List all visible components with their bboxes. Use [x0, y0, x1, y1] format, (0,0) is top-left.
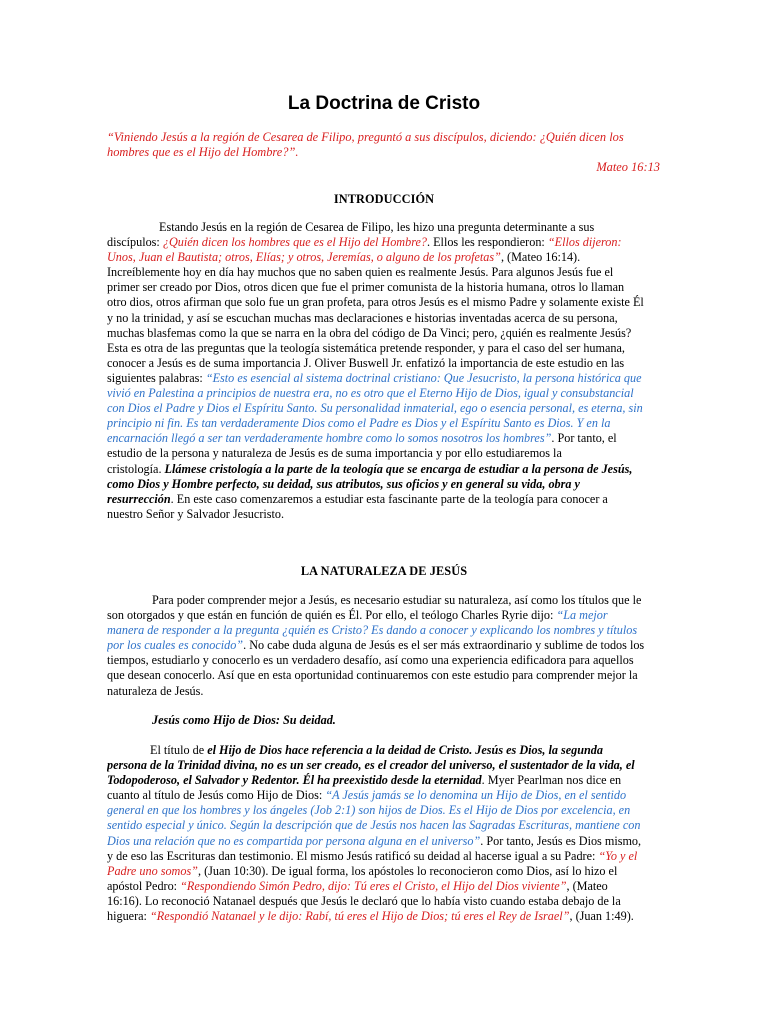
epigraph-quote	[107, 130, 660, 175]
emphasis-text: persona de la Trinidad divina, no es un ser creado, es el creador del universo, el sustentador de la vida, el	[107, 758, 635, 773]
text-run: son otorgados y que están en función de quién es Él. Por ello, el teólogo Charles Ryrie dijo:	[107, 608, 557, 623]
emphasis-text: Llámese cristología a la parte de la teología que se encarga de estudiar a la persona de Jesús,	[164, 461, 633, 476]
text-line	[107, 507, 660, 522]
document-title: La Doctrina de Cristo	[287, 93, 481, 114]
text-run: higuera:	[107, 909, 150, 924]
text-line	[107, 401, 660, 416]
text-run: naturaleza de Jesús.	[107, 683, 204, 698]
scripture-quote: ¿Quién dicen los hombres que es el Hijo del Hombre?	[162, 235, 428, 250]
emphasis-text: resurrección	[107, 491, 171, 506]
author-quote: por los cuales es conocido”	[107, 638, 244, 653]
section-heading-naturaleza: LA NATURALEZA DE JESÚS	[300, 564, 468, 578]
text-line	[107, 668, 660, 683]
hijo-de-dios-body	[107, 743, 660, 924]
text-line	[107, 638, 660, 653]
text-run: otro dios, otros afirman que solo fue un gran profeta, para otros Jesús es el mismo Padre y solamente existe Él	[107, 295, 644, 310]
text-line	[107, 295, 660, 310]
text-run: primer ser creado por Dios, otros dicen que fue el primer comunista de la historia humana, otros lo llaman	[107, 280, 625, 295]
text-line	[107, 758, 660, 773]
text-line	[107, 431, 660, 446]
text-line	[107, 773, 660, 788]
emphasis-text: como Dios y Hombre perfecto, su deidad, sus atributos, sus oficios y en general su vida, obra y	[107, 476, 580, 491]
author-quote: con Dios el Padre y Dios el Espíritu Santo. Su personalidad inmaterial, ego o esencia personal, es eterna, sin	[107, 401, 643, 416]
text-run: . En este caso comenzaremos a estudiar esta fascinante parte de la teología para conocer a	[170, 491, 608, 506]
text-line	[107, 311, 660, 326]
author-quote: general en que los hombres y los ángeles (Job 2:1) son hijos de Dios. Es el Hijo de Dios por excelencia, en	[107, 803, 631, 818]
author-quote: encarnación llegó a ser tan verdaderamente hombre como lo somos nosotros los hombres”	[107, 431, 552, 446]
author-quote: Dios una relación que no es compartida por persona alguna en el universo”	[107, 833, 481, 848]
text-run: que desean conocerlo. Así que en esta oportunidad continuaremos con este estudio para comprender mejor la	[107, 668, 638, 683]
text-line	[107, 386, 660, 401]
text-run: Para poder comprender mejor a Jesús, es necesario estudiar su naturaleza, así como los títulos que le	[152, 593, 642, 607]
epigraph-line: “Viniendo Jesús a la región de Cesarea de Filipo, preguntó a sus discípulos, diciendo: ¿Quién dicen los	[107, 130, 624, 144]
text-line	[107, 341, 660, 356]
text-line	[107, 818, 660, 833]
text-run: conocer a Jesús es de suma importancia J. Oliver Buswell Jr. enfatizó la importancia de este estudio en las	[107, 355, 625, 370]
scripture-quote: “Yo y el	[598, 848, 638, 863]
text-line	[107, 593, 660, 608]
text-line	[107, 608, 660, 623]
text-run: . No cabe duda alguna de Jesús es el ser más extraordinario y sublime de todos los	[243, 638, 645, 653]
author-quote: “A Jesús jamás se lo denomina un Hijo de Dios, en el sentido	[325, 788, 627, 803]
text-run: El título de	[150, 743, 208, 757]
emphasis-text: el Hijo de Dios hace referencia a la deidad de Cristo. Jesús es Dios, la segunda	[207, 743, 603, 757]
text-run: y no la trinidad, y así se escuchan muchas mas declaraciones e historias inventadas acerca de su persona,	[107, 310, 618, 325]
text-line	[107, 371, 660, 386]
text-run: 16:16). Lo reconoció Natanael después que Jesús le declaró que lo había visto cuando estaba debajo de la	[107, 893, 621, 908]
text-run: . Por tanto, Jesús es Dios mismo,	[480, 833, 642, 848]
scripture-quote: “Respondiendo Simón Pedro, dijo: Tú eres el Cristo, el Hijo del Dios viviente”	[180, 878, 567, 893]
section-heading-introduccion: INTRODUCCIÓN	[333, 192, 435, 206]
text-run: y de eso las Escrituras dan testimonio. El mismo Jesús ratificó su deidad al hacerse igual a su Padre:	[107, 848, 599, 863]
author-quote: principio ni fin. Es tan verdaderamente Dios como el Padre es Dios y el Espíritu Santo es Dios. Y en la	[107, 416, 611, 431]
text-line	[107, 788, 660, 803]
text-line	[107, 803, 660, 818]
author-quote: sentido especial y único. Según la descripción que de Jesús nos hacen las Sagradas Escrituras, mantiene con	[107, 818, 641, 833]
text-line	[107, 864, 660, 879]
text-run: . Por tanto, el	[551, 431, 617, 446]
text-line	[107, 280, 660, 295]
author-quote: vivió en Palestina a principios de nuestra era, no es otro que el Eterno Hijo de Dios, igual y consubstancial	[107, 386, 634, 401]
text-line	[107, 653, 660, 668]
text-run: siguientes palabras:	[107, 370, 206, 385]
scripture-quote: “Ellos dijeron:	[547, 235, 622, 250]
scripture-quote: Unos, Juan el Bautista; otros, Elías; y otros, Jeremías, o alguno de los profetas”	[107, 250, 501, 265]
text-line	[107, 834, 660, 849]
author-quote: “Esto es esencial al sistema doctrinal cristiano: Que Jesucristo, la persona histórica que	[205, 370, 642, 385]
text-run: estudio de la persona y naturaleza de Jesús es de suma importancia y por ello estudiaremos la	[107, 446, 562, 461]
scripture-quote: Padre uno somos”	[107, 863, 198, 878]
introduccion-body	[107, 220, 660, 522]
text-run: . Myer Pearlman nos dice en	[481, 773, 622, 788]
text-line	[107, 265, 660, 280]
text-line	[107, 684, 660, 699]
text-run: Increíblemente hoy en día hay muchos que no saben quien es realmente Jesús. Para algunos Jesús fue el	[107, 265, 614, 280]
text-run: nuestro Señor y Salvador Jesucristo.	[107, 506, 285, 521]
text-line	[107, 743, 660, 758]
text-line	[107, 849, 660, 864]
text-line	[107, 416, 660, 431]
text-line	[107, 477, 660, 492]
text-line	[107, 326, 660, 341]
text-run: apóstol Pedro:	[107, 878, 181, 893]
text-run: cuanto al título de Jesús como Hijo de Dios:	[107, 788, 326, 803]
author-quote: manera de responder a la pregunta ¿quién es Cristo? Es dando a conocer y explicando los nombres y títulos	[107, 623, 638, 638]
text-line	[107, 623, 660, 638]
text-run: cristología.	[107, 461, 165, 476]
text-line	[107, 879, 660, 894]
text-line	[107, 220, 660, 235]
text-run: , (Juan 10:30). De igual forma, los apóstoles lo reconocieron como Dios, así lo hizo el	[197, 863, 618, 878]
text-line	[107, 909, 660, 924]
epigraph-reference: Mateo 16:13	[596, 160, 660, 175]
text-line	[107, 356, 660, 371]
text-line	[107, 462, 660, 477]
text-run: , (Juan 1:49).	[569, 909, 634, 924]
text-run: tiempos, estudiarlo y conocerlo es un verdadero desafío, así como una experiencia edificadora para aquellos	[107, 653, 634, 668]
subheading-hijo-de-dios: Jesús como Hijo de Dios: Su deidad.	[152, 713, 336, 727]
text-run: muchas blasfemas como la que se narra en la obra del código de Da Vinci; pero, ¿quién es realmente Jesús?	[107, 325, 632, 340]
author-quote: “La mejor	[556, 608, 608, 623]
text-line	[107, 446, 660, 461]
text-run: . Ellos les respondieron:	[427, 235, 548, 250]
epigraph-line: hombres que es el Hijo del Hombre?”.	[107, 145, 299, 160]
text-run: , (Mateo 16:14).	[500, 250, 581, 265]
text-line	[107, 235, 660, 250]
scripture-quote: “Respondió Natanael y le dijo: Rabí, tú eres el Hijo de Dios; tú eres el Rey de Israel”	[149, 909, 570, 924]
emphasis-text: Todopoderoso, el Salvador y Redentor. Él ha preexistido desde la eternidad	[107, 773, 482, 788]
naturaleza-body	[107, 593, 660, 699]
text-line	[107, 894, 660, 909]
text-run: Esta es otra de las preguntas que la teología sistemática pretende responder, y para el caso del ser humana,	[107, 340, 625, 355]
text-line	[107, 250, 660, 265]
text-run: discípulos:	[107, 235, 163, 250]
text-run: , (Mateo	[566, 878, 608, 893]
text-line	[107, 492, 660, 507]
text-run: Estando Jesús en la región de Cesarea de Filipo, les hizo una pregunta determinante a sus	[159, 220, 595, 234]
